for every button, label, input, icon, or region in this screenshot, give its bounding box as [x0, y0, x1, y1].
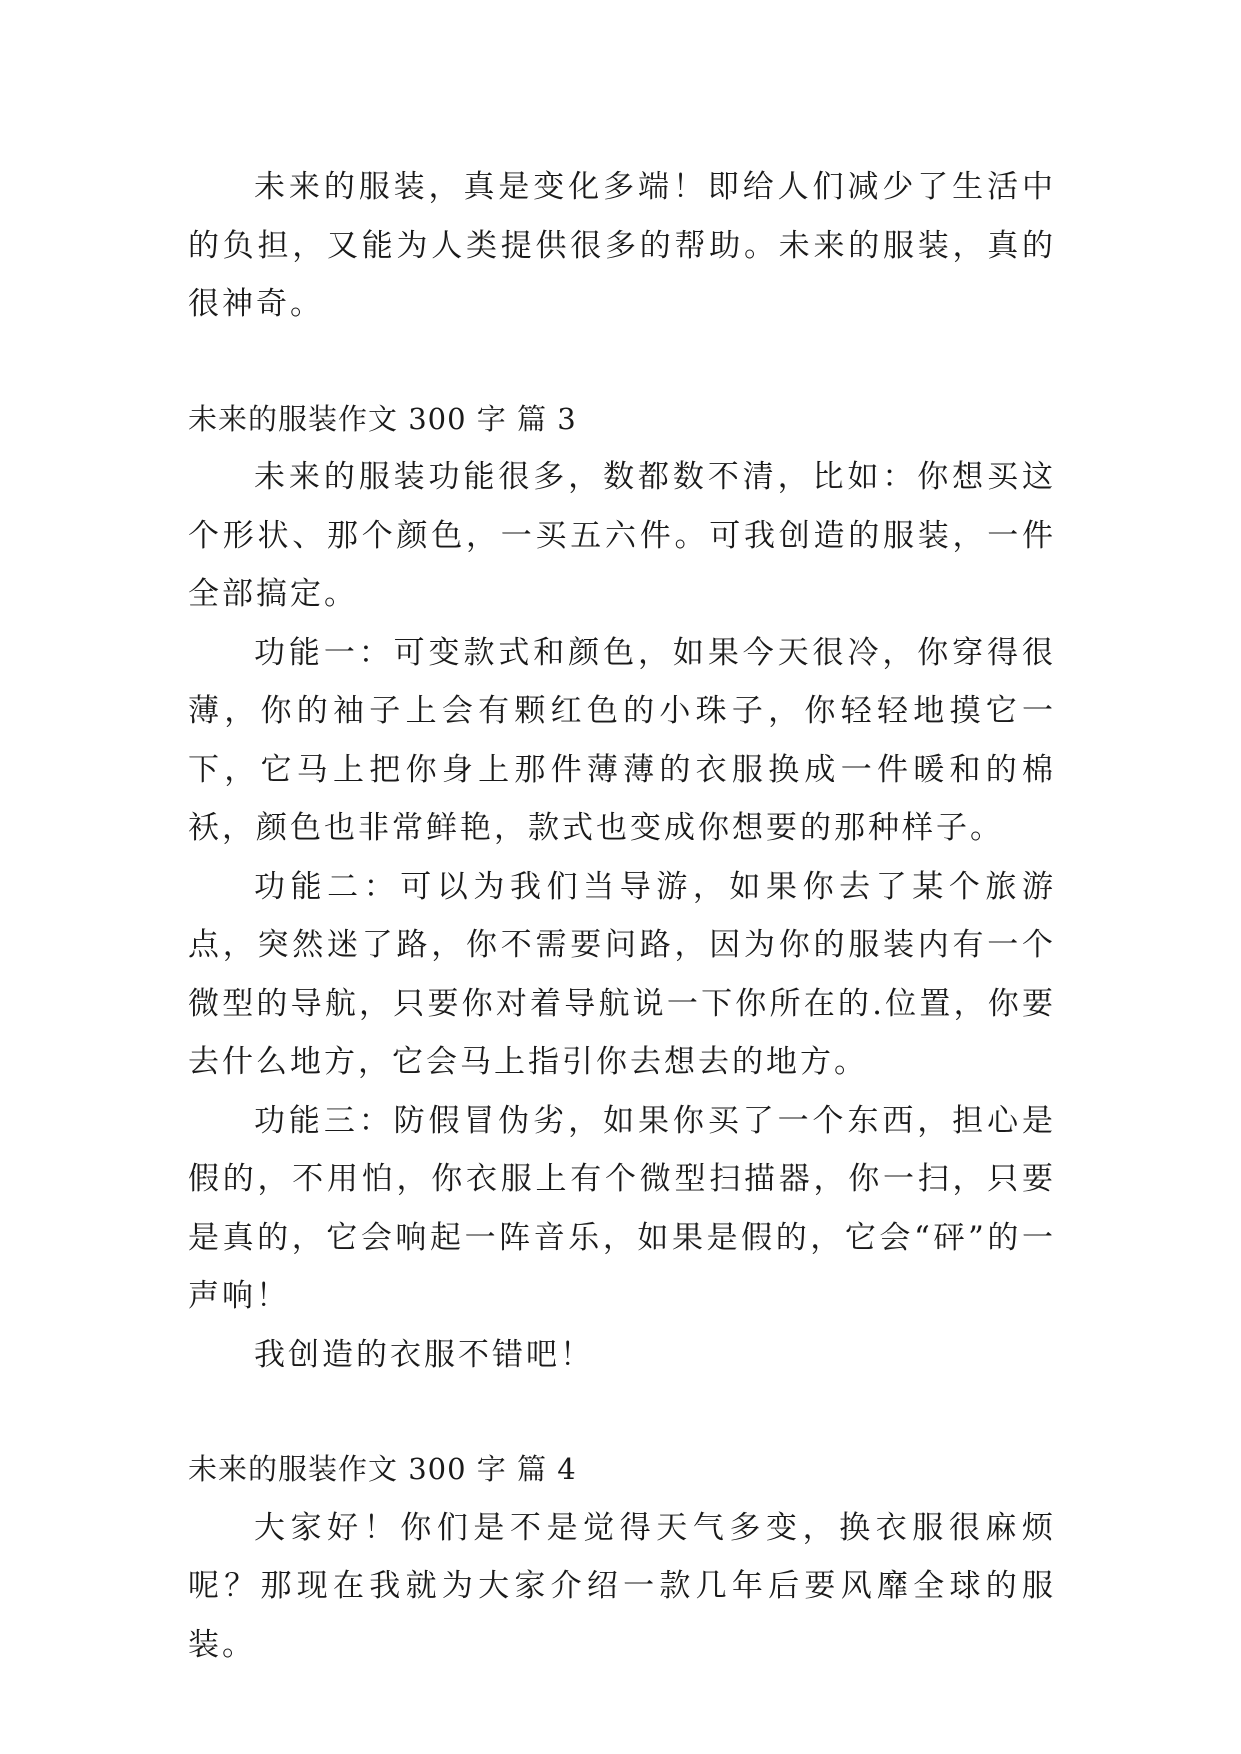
- section-heading: 未来的服装作文 300 字 篇 3: [188, 401, 577, 436]
- paragraph: 未来的服装功能很多，数都数不清，比如：你想买这个形状、那个颜色，一买五六件。可我创造的服装，一件全部搞定。: [188, 459, 1056, 612]
- paragraph: 大家好！你们是不是觉得天气多变，换衣服很麻烦呢？那现在我就为大家介绍一款几年后要风靡全球的服装。: [188, 1509, 1056, 1663]
- paragraph: 功能三：防假冒伪劣，如果你买了一个东西，担心是假的，不用怕，你衣服上有个微型扫描器，你一扫，只要是真的，它会响起一阵音乐，如果是假的，它会“砰”的一声响！: [188, 1102, 1056, 1314]
- section-heading: 未来的服装作文 300 字 篇 4: [188, 1452, 577, 1486]
- paragraph: 功能二：可以为我们当导游，如果你去了某个旅游点，突然迷了路，你不需要问路，因为你的服装内有一个微型的导航，只要你对着导航说一下你所在的.位置，你要去什么地方，它会马上指引你去想去的地方。: [188, 868, 1056, 1080]
- document-body: [188, 158, 1056, 1674]
- paragraph: 未来的服装，真是变化多端！即给人们减少了生活中的负担，又能为人类提供很多的帮助。未来的服装，真的很神奇。: [188, 169, 1056, 322]
- paragraph: 我创造的衣服不错吧！: [254, 1336, 594, 1373]
- paragraph: 功能一：可变款式和颜色，如果今天很冷，你穿得很薄，你的袖子上会有颗红色的小珠子，你轻轻地摸它一下，它马上把你身上那件薄薄的衣服换成一件暖和的棉袄，颜色也非常鲜艳，款式也变成你想要的那种样子。: [188, 634, 1056, 846]
